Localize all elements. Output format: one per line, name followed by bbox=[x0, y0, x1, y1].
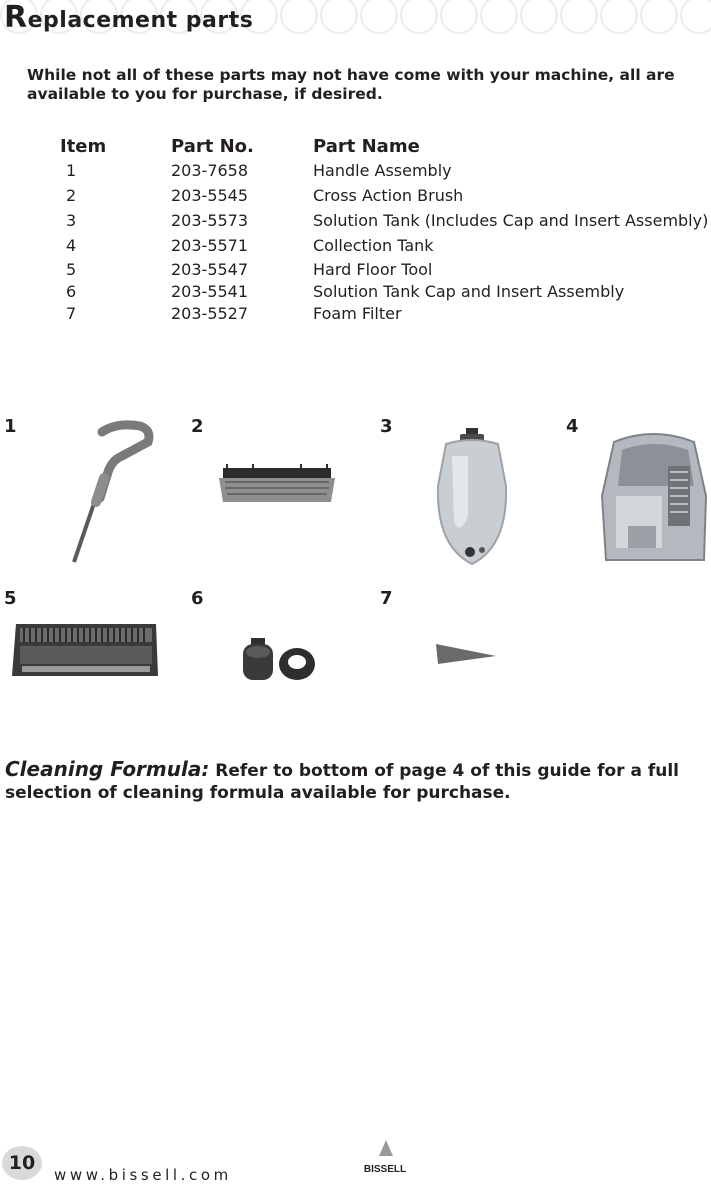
figure-label-3: 3 bbox=[380, 416, 393, 437]
page-number: 10 bbox=[2, 1146, 42, 1180]
item-cell: 4 bbox=[66, 236, 77, 255]
header-item: Item bbox=[60, 135, 107, 157]
table-row bbox=[60, 208, 708, 233]
parts-table bbox=[60, 134, 708, 324]
part-no-cell: 203-5527 bbox=[171, 303, 249, 323]
part-name-cell: Foam Filter bbox=[313, 303, 402, 323]
part-name-cell: Solution Tank Cap and Insert Assembly bbox=[313, 281, 625, 301]
cleaning-formula-note bbox=[5, 758, 709, 804]
title-rest: eplacement parts bbox=[27, 8, 254, 33]
figure-label-4: 4 bbox=[566, 416, 579, 437]
part-name-cell: Collection Tank bbox=[313, 236, 434, 255]
item-cell: 2 bbox=[66, 186, 77, 205]
cross-action-brush-image bbox=[215, 464, 340, 510]
solution-tank-image bbox=[432, 426, 512, 568]
handle-assembly-image bbox=[62, 420, 157, 570]
hard-floor-tool-image bbox=[10, 620, 162, 682]
item-cell: 7 bbox=[66, 303, 77, 323]
part-no-cell: 203-5571 bbox=[171, 236, 249, 255]
figure-label-6: 6 bbox=[191, 588, 204, 609]
header-part-no: Part No. bbox=[171, 135, 254, 157]
tank-cap-insert-image bbox=[235, 634, 325, 686]
part-name-cell: Cross Action Brush bbox=[313, 186, 464, 205]
part-no-cell: 203-5545 bbox=[171, 186, 249, 205]
figure-label-1: 1 bbox=[4, 416, 17, 437]
table-row bbox=[60, 302, 708, 324]
figure-label-5: 5 bbox=[4, 588, 17, 609]
cleaning-formula-lead: Cleaning Formula: bbox=[5, 757, 210, 781]
website-url: www.bissell.com bbox=[54, 1166, 232, 1184]
item-cell: 6 bbox=[66, 281, 77, 301]
collection-tank-image bbox=[598, 426, 709, 566]
table-row bbox=[60, 158, 708, 183]
part-name-cell: Hard Floor Tool bbox=[313, 259, 433, 279]
title-initial: R bbox=[4, 0, 28, 35]
figure-label-2: 2 bbox=[191, 416, 204, 437]
intro-text: While not all of these parts may not have come with your machine, all are available to you for purchase, if desired. bbox=[27, 66, 675, 103]
foam-filter-image bbox=[432, 634, 502, 668]
part-name-cell: Handle Assembly bbox=[313, 161, 452, 180]
table-header-row bbox=[60, 134, 708, 158]
item-cell: 5 bbox=[66, 259, 77, 279]
table-row bbox=[60, 280, 708, 302]
part-no-cell: 203-5573 bbox=[171, 211, 249, 230]
table-row bbox=[60, 183, 708, 208]
table-row bbox=[60, 233, 708, 258]
item-cell: 1 bbox=[66, 161, 77, 180]
cleaning-formula-text: Refer to bottom of page 4 of this guide for a full selection of cleaning formula available for purchase. bbox=[5, 761, 679, 803]
part-no-cell: 203-5541 bbox=[171, 281, 249, 301]
logo-text: BISSELL bbox=[363, 1164, 407, 1175]
part-no-cell: 203-5547 bbox=[171, 259, 249, 279]
page-title bbox=[4, 0, 253, 35]
item-cell: 3 bbox=[66, 211, 77, 230]
header-part-name: Part Name bbox=[313, 135, 420, 157]
bissell-logo bbox=[355, 1132, 417, 1178]
part-name-cell: Solution Tank (Includes Cap and Insert Assembly) bbox=[313, 211, 709, 230]
figure-label-7: 7 bbox=[380, 588, 393, 609]
table-row bbox=[60, 258, 708, 280]
part-no-cell: 203-7658 bbox=[171, 161, 249, 180]
